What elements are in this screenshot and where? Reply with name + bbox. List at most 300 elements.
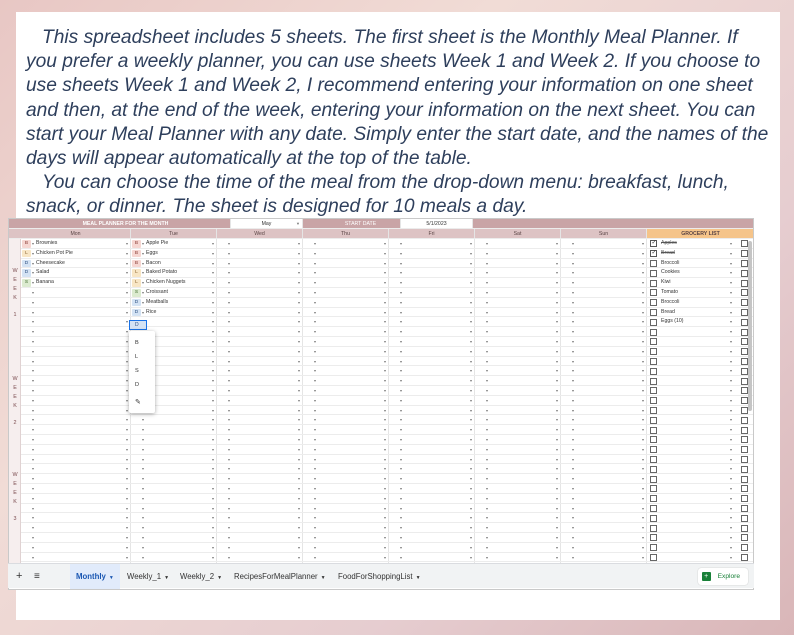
meal-type-tag[interactable]: S: [132, 289, 141, 297]
chevron-down-icon[interactable]: ▾: [469, 505, 472, 511]
meal-cell[interactable]: [561, 278, 647, 287]
chevron-down-icon[interactable]: ▾: [485, 525, 488, 531]
meal-cell[interactable]: [131, 415, 217, 424]
chevron-down-icon[interactable]: ▾: [469, 339, 472, 344]
meal-cell[interactable]: [303, 239, 389, 248]
chevron-down-icon[interactable]: ▾: [641, 329, 644, 335]
checkbox[interactable]: [741, 378, 748, 385]
chevron-down-icon[interactable]: ▾: [729, 397, 732, 403]
chevron-down-icon[interactable]: ▾: [399, 348, 402, 354]
chevron-down-icon[interactable]: ▾: [571, 388, 574, 393]
meal-cell[interactable]: [561, 464, 647, 473]
meal-type-tag[interactable]: D: [132, 309, 141, 317]
chevron-down-icon[interactable]: ▾: [469, 397, 472, 403]
meal-cell[interactable]: [389, 504, 475, 513]
grocery-cell[interactable]: [647, 337, 754, 346]
chevron-down-icon[interactable]: ▾: [297, 554, 300, 560]
chevron-down-icon[interactable]: ▾: [729, 280, 732, 286]
chevron-down-icon[interactable]: ▾: [211, 535, 214, 540]
chevron-down-icon[interactable]: ▾: [297, 397, 300, 403]
chevron-down-icon[interactable]: ▾: [399, 319, 402, 325]
chevron-down-icon[interactable]: ▾: [31, 417, 34, 423]
meal-cell[interactable]: [131, 308, 217, 317]
meal-cell[interactable]: [21, 347, 131, 356]
meal-cell[interactable]: [131, 249, 217, 258]
meal-cell[interactable]: [389, 337, 475, 346]
chevron-down-icon[interactable]: ▾: [211, 544, 214, 550]
meal-cell[interactable]: [561, 327, 647, 336]
chevron-down-icon[interactable]: ▾: [211, 329, 214, 335]
chevron-down-icon[interactable]: ▾: [125, 397, 128, 403]
chevron-down-icon[interactable]: ▾: [141, 437, 144, 442]
meal-type-tag[interactable]: L: [132, 269, 141, 277]
meal-cell[interactable]: [217, 435, 303, 444]
chevron-down-icon[interactable]: ▾: [313, 476, 316, 482]
meal-cell[interactable]: [217, 347, 303, 356]
meal-cell[interactable]: [303, 415, 389, 424]
meal-cell[interactable]: [303, 347, 389, 356]
chevron-down-icon[interactable]: ▾: [297, 329, 300, 335]
meal-cell[interactable]: [475, 317, 561, 326]
chevron-down-icon[interactable]: ▾: [313, 378, 316, 384]
chevron-down-icon[interactable]: ▾: [211, 505, 214, 511]
chevron-down-icon[interactable]: ▾: [313, 290, 316, 295]
hamburger-icon[interactable]: ≡: [34, 571, 40, 582]
meal-cell[interactable]: [21, 366, 131, 375]
meal-cell[interactable]: [131, 523, 217, 532]
meal-cell[interactable]: [21, 259, 131, 268]
chevron-down-icon[interactable]: ▾: [227, 250, 230, 256]
chevron-down-icon[interactable]: ▾: [227, 466, 230, 472]
chevron-down-icon[interactable]: ▾: [383, 495, 386, 501]
chevron-down-icon[interactable]: ▾: [729, 309, 732, 315]
chevron-down-icon[interactable]: ▾: [227, 417, 230, 423]
chevron-down-icon[interactable]: ▾: [297, 466, 300, 472]
chevron-down-icon[interactable]: ▾: [399, 397, 402, 403]
chevron-down-icon[interactable]: ▾: [313, 554, 316, 560]
meal-cell[interactable]: [475, 533, 561, 542]
meal-cell[interactable]: [303, 425, 389, 434]
chevron-down-icon[interactable]: ▾: [297, 495, 300, 501]
chevron-down-icon[interactable]: ▾: [571, 270, 574, 276]
vertical-scrollbar[interactable]: [748, 241, 752, 411]
chevron-down-icon[interactable]: ▾: [641, 525, 644, 531]
chevron-down-icon[interactable]: ▾: [125, 446, 128, 452]
chevron-down-icon[interactable]: ▾: [383, 329, 386, 335]
chevron-down-icon[interactable]: ▾: [125, 535, 128, 540]
meal-cell[interactable]: [389, 445, 475, 454]
chevron-down-icon[interactable]: ▾: [571, 280, 574, 286]
chevron-down-icon[interactable]: ▾: [729, 407, 732, 413]
meal-cell[interactable]: [217, 445, 303, 454]
chevron-down-icon[interactable]: ▾: [125, 466, 128, 472]
chevron-down-icon[interactable]: ▾: [383, 241, 386, 246]
chevron-down-icon[interactable]: ▾: [141, 466, 144, 472]
chevron-down-icon[interactable]: ▾: [399, 486, 402, 491]
chevron-down-icon[interactable]: ▾: [211, 290, 214, 295]
chevron-down-icon[interactable]: ▾: [729, 358, 732, 364]
chevron-down-icon[interactable]: ▾: [383, 466, 386, 472]
meal-cell[interactable]: [389, 494, 475, 503]
meal-cell[interactable]: [561, 494, 647, 503]
chevron-down-icon[interactable]: ▾: [227, 280, 230, 286]
chevron-down-icon[interactable]: ▾: [641, 348, 644, 354]
meal-cell[interactable]: [131, 533, 217, 542]
chevron-down-icon[interactable]: ▾: [485, 270, 488, 276]
meal-cell[interactable]: [131, 504, 217, 513]
meal-cell[interactable]: [561, 523, 647, 532]
meal-cell[interactable]: [21, 386, 131, 395]
meal-cell[interactable]: [389, 484, 475, 493]
checkbox[interactable]: [741, 525, 748, 532]
chevron-down-icon[interactable]: ▾: [31, 270, 34, 276]
chevron-down-icon[interactable]: ▾: [571, 250, 574, 256]
chevron-down-icon[interactable]: ▾: [469, 456, 472, 462]
meal-cell[interactable]: [21, 357, 131, 366]
chevron-down-icon[interactable]: ▾: [485, 476, 488, 482]
meal-cell[interactable]: [475, 435, 561, 444]
chevron-down-icon[interactable]: ▾: [641, 446, 644, 452]
grocery-cell[interactable]: [647, 435, 754, 444]
meal-cell[interactable]: [21, 474, 131, 483]
meal-cell[interactable]: [303, 435, 389, 444]
meal-cell[interactable]: [217, 533, 303, 542]
chevron-down-icon[interactable]: ▾: [125, 339, 128, 344]
chevron-down-icon[interactable]: ▾: [469, 250, 472, 256]
meal-cell[interactable]: [475, 455, 561, 464]
chevron-down-icon[interactable]: ▾: [399, 466, 402, 472]
chevron-down-icon[interactable]: ▾: [399, 388, 402, 393]
chevron-down-icon[interactable]: ▾: [729, 339, 732, 344]
chevron-down-icon[interactable]: ▾: [641, 250, 644, 256]
chevron-down-icon[interactable]: ▾: [125, 427, 128, 433]
chevron-down-icon[interactable]: ▾: [571, 358, 574, 364]
chevron-down-icon[interactable]: ▾: [729, 368, 732, 374]
chevron-down-icon[interactable]: ▾: [313, 446, 316, 452]
chevron-down-icon[interactable]: ▾: [729, 466, 732, 472]
checkbox[interactable]: [650, 299, 657, 306]
chevron-down-icon[interactable]: ▾: [211, 417, 214, 423]
meal-cell[interactable]: [475, 308, 561, 317]
meal-cell[interactable]: [131, 435, 217, 444]
chevron-down-icon[interactable]: ▾: [313, 339, 316, 344]
meal-cell[interactable]: [21, 543, 131, 552]
meal-cell[interactable]: [561, 455, 647, 464]
checkbox[interactable]: [741, 505, 748, 512]
chevron-down-icon[interactable]: ▾: [313, 397, 316, 403]
grocery-cell[interactable]: [647, 504, 754, 513]
meal-cell[interactable]: [21, 445, 131, 454]
chevron-down-icon[interactable]: ▾: [383, 535, 386, 540]
chevron-down-icon[interactable]: ▾: [125, 368, 128, 374]
meal-cell[interactable]: [21, 406, 131, 415]
chevron-down-icon[interactable]: ▾: [211, 437, 214, 442]
meal-cell[interactable]: [475, 553, 561, 562]
chevron-down-icon[interactable]: ▾: [313, 250, 316, 256]
meal-cell[interactable]: [131, 298, 217, 307]
meal-type-tag[interactable]: B: [132, 240, 141, 248]
chevron-down-icon[interactable]: ▾: [571, 290, 574, 295]
chevron-down-icon[interactable]: ▾: [571, 505, 574, 511]
chevron-down-icon[interactable]: ▾: [227, 456, 230, 462]
chevron-down-icon[interactable]: ▾: [399, 525, 402, 531]
chevron-down-icon[interactable]: ▾: [729, 437, 732, 442]
chevron-down-icon[interactable]: ▾: [313, 456, 316, 462]
chevron-down-icon[interactable]: ▾: [297, 515, 300, 521]
meal-cell[interactable]: [561, 376, 647, 385]
chevron-down-icon[interactable]: ▾: [571, 466, 574, 472]
chevron-down-icon[interactable]: ▾: [211, 241, 214, 246]
chevron-down-icon[interactable]: ▾: [227, 486, 230, 491]
chevron-down-icon[interactable]: ▾: [399, 358, 402, 364]
chevron-down-icon[interactable]: ▾: [555, 554, 558, 560]
meal-cell[interactable]: [475, 504, 561, 513]
chevron-down-icon[interactable]: ▾: [31, 397, 34, 403]
meal-cell[interactable]: [131, 278, 217, 287]
checkbox[interactable]: [741, 348, 748, 355]
chevron-down-icon[interactable]: ▾: [383, 270, 386, 276]
chevron-down-icon[interactable]: ▾: [571, 544, 574, 550]
meal-cell[interactable]: [131, 268, 217, 277]
chevron-down-icon[interactable]: ▾: [729, 554, 732, 560]
chevron-down-icon[interactable]: ▾: [399, 280, 402, 286]
meal-cell[interactable]: [561, 288, 647, 297]
chevron-down-icon[interactable]: ▾: [399, 544, 402, 550]
meal-cell[interactable]: [21, 278, 131, 287]
meal-cell[interactable]: [475, 239, 561, 248]
chevron-down-icon[interactable]: ▾: [485, 348, 488, 354]
meal-cell[interactable]: [561, 337, 647, 346]
checkbox[interactable]: [650, 329, 657, 336]
chevron-down-icon[interactable]: ▾: [399, 476, 402, 482]
chevron-down-icon[interactable]: ▾: [227, 319, 230, 325]
chevron-down-icon[interactable]: ▾: [31, 378, 34, 384]
checkbox[interactable]: [741, 534, 748, 541]
meal-cell[interactable]: [21, 464, 131, 473]
chevron-down-icon[interactable]: ▾: [227, 515, 230, 521]
chevron-down-icon[interactable]: ▾: [571, 486, 574, 491]
chevron-down-icon[interactable]: ▾: [729, 388, 732, 393]
chevron-down-icon[interactable]: ▾: [313, 260, 316, 266]
meal-cell[interactable]: [303, 327, 389, 336]
chevron-down-icon[interactable]: ▾: [211, 446, 214, 452]
chevron-down-icon[interactable]: ▾: [383, 456, 386, 462]
chevron-down-icon[interactable]: ▾: [469, 427, 472, 433]
checkbox[interactable]: [741, 329, 748, 336]
chevron-down-icon[interactable]: ▾: [313, 437, 316, 442]
chevron-down-icon[interactable]: ▾: [211, 299, 214, 305]
chevron-down-icon[interactable]: ▾: [469, 525, 472, 531]
chevron-down-icon[interactable]: ▾: [469, 358, 472, 364]
chevron-down-icon[interactable]: ▾: [227, 299, 230, 305]
chevron-down-icon[interactable]: ▾: [485, 290, 488, 295]
chevron-down-icon[interactable]: ▾: [571, 329, 574, 335]
chevron-down-icon[interactable]: ▾: [729, 535, 732, 540]
checkbox[interactable]: [741, 476, 748, 483]
meal-cell[interactable]: [389, 347, 475, 356]
checkbox[interactable]: [741, 270, 748, 277]
chevron-down-icon[interactable]: ▾: [729, 270, 732, 276]
chevron-down-icon[interactable]: ▾: [485, 515, 488, 521]
chevron-down-icon[interactable]: ▾: [641, 319, 644, 325]
meal-cell[interactable]: [389, 435, 475, 444]
chevron-down-icon[interactable]: ▾: [399, 290, 402, 295]
meal-cell[interactable]: [475, 415, 561, 424]
chevron-down-icon[interactable]: ▾: [641, 486, 644, 491]
chevron-down-icon[interactable]: ▾: [383, 378, 386, 384]
chevron-down-icon[interactable]: ▾: [641, 388, 644, 393]
chevron-down-icon[interactable]: ▾: [555, 309, 558, 315]
chevron-down-icon[interactable]: ▾: [555, 535, 558, 540]
meal-cell[interactable]: [303, 298, 389, 307]
chevron-down-icon[interactable]: ▾: [485, 339, 488, 344]
chevron-down-icon[interactable]: ▾: [141, 250, 144, 256]
chevron-down-icon[interactable]: ▾: [641, 535, 644, 540]
chevron-down-icon[interactable]: ▾: [141, 290, 144, 295]
meal-cell[interactable]: [21, 317, 131, 326]
grocery-cell[interactable]: [647, 523, 754, 532]
chevron-down-icon[interactable]: ▾: [141, 260, 144, 266]
chevron-down-icon[interactable]: ▾: [571, 407, 574, 413]
chevron-down-icon[interactable]: ▾: [485, 378, 488, 384]
chevron-down-icon[interactable]: ▾: [571, 368, 574, 374]
meal-cell[interactable]: [21, 308, 131, 317]
chevron-down-icon[interactable]: ▾: [125, 260, 128, 266]
chevron-down-icon[interactable]: ▾: [125, 407, 128, 413]
meal-cell[interactable]: [389, 327, 475, 336]
chevron-down-icon[interactable]: ▾: [125, 241, 128, 246]
chevron-down-icon[interactable]: ▾: [125, 495, 128, 501]
meal-cell[interactable]: [475, 425, 561, 434]
checkbox[interactable]: [650, 525, 657, 532]
chevron-down-icon[interactable]: ▾: [31, 280, 34, 286]
meal-cell[interactable]: [389, 553, 475, 562]
chevron-down-icon[interactable]: ▾: [211, 250, 214, 256]
chevron-down-icon[interactable]: ▾: [297, 358, 300, 364]
meal-cell[interactable]: [475, 543, 561, 552]
grocery-cell[interactable]: [647, 425, 754, 434]
meal-cell[interactable]: [303, 474, 389, 483]
tab-weekly-1[interactable]: [121, 564, 175, 589]
chevron-down-icon[interactable]: ▾: [555, 486, 558, 491]
checkbox[interactable]: [741, 466, 748, 473]
chevron-down-icon[interactable]: ▾: [469, 437, 472, 442]
chevron-down-icon[interactable]: ▾: [297, 339, 300, 344]
meal-cell[interactable]: [303, 386, 389, 395]
chevron-down-icon[interactable]: ▾: [211, 348, 214, 354]
chevron-down-icon[interactable]: ▾: [641, 397, 644, 403]
pencil-icon[interactable]: ✎: [135, 399, 141, 406]
checkbox[interactable]: [741, 436, 748, 443]
chevron-down-icon[interactable]: ▾: [571, 456, 574, 462]
chevron-down-icon[interactable]: ▾: [469, 270, 472, 276]
dropdown-option-l[interactable]: L: [135, 354, 139, 360]
chevron-down-icon[interactable]: ▾: [729, 417, 732, 423]
checkbox[interactable]: [741, 289, 748, 296]
meal-cell[interactable]: [475, 357, 561, 366]
chevron-down-icon[interactable]: ▾: [571, 417, 574, 423]
chevron-down-icon[interactable]: ▾: [297, 525, 300, 531]
chevron-down-icon[interactable]: ▾: [297, 544, 300, 550]
checkbox[interactable]: [650, 319, 657, 326]
chevron-down-icon[interactable]: ▾: [297, 437, 300, 442]
chevron-down-icon[interactable]: ▾: [227, 505, 230, 511]
chevron-down-icon[interactable]: ▾: [485, 417, 488, 423]
checkbox[interactable]: [650, 436, 657, 443]
meal-cell[interactable]: [475, 396, 561, 405]
chevron-down-icon[interactable]: ▾: [399, 260, 402, 266]
chevron-down-icon[interactable]: ▾: [469, 299, 472, 305]
chevron-down-icon[interactable]: ▾: [227, 270, 230, 276]
chevron-down-icon[interactable]: ▾: [31, 486, 34, 491]
chevron-down-icon[interactable]: ▾: [125, 319, 128, 325]
chevron-down-icon[interactable]: ▾: [641, 427, 644, 433]
meal-cell[interactable]: [303, 317, 389, 326]
grocery-cell[interactable]: [647, 553, 754, 562]
checkbox[interactable]: [741, 358, 748, 365]
meal-type-tag[interactable]: L: [22, 250, 31, 258]
chevron-down-icon[interactable]: ▾: [227, 554, 230, 560]
meal-cell[interactable]: [131, 455, 217, 464]
meal-cell[interactable]: [303, 337, 389, 346]
chevron-down-icon[interactable]: ▾: [485, 260, 488, 266]
chevron-down-icon[interactable]: ▾: [469, 260, 472, 266]
meal-cell[interactable]: [561, 396, 647, 405]
checkbox[interactable]: [650, 446, 657, 453]
chevron-down-icon[interactable]: ▾: [383, 397, 386, 403]
grocery-cell[interactable]: [647, 543, 754, 552]
meal-cell[interactable]: [131, 513, 217, 522]
tab-weekly-2[interactable]: [174, 564, 228, 589]
chevron-down-icon[interactable]: ▾: [313, 280, 316, 286]
meal-cell[interactable]: [475, 298, 561, 307]
chevron-down-icon[interactable]: ▾: [641, 260, 644, 266]
checkbox[interactable]: [650, 250, 657, 257]
meal-cell[interactable]: [217, 288, 303, 297]
grocery-cell[interactable]: [647, 347, 754, 356]
checkbox[interactable]: [741, 319, 748, 326]
chevron-down-icon[interactable]: ▾: [383, 486, 386, 491]
chevron-down-icon[interactable]: ▾: [31, 525, 34, 531]
meal-cell[interactable]: [389, 464, 475, 473]
chevron-down-icon[interactable]: ▾: [227, 427, 230, 433]
meal-cell[interactable]: [389, 406, 475, 415]
chevron-down-icon[interactable]: ▾: [571, 476, 574, 482]
checkbox[interactable]: [741, 299, 748, 306]
chevron-down-icon[interactable]: ▾: [125, 280, 128, 286]
chevron-down-icon[interactable]: ▾: [555, 299, 558, 305]
checkbox[interactable]: [741, 554, 748, 561]
meal-type-tag[interactable]: L: [132, 279, 141, 287]
meal-cell[interactable]: [303, 445, 389, 454]
grocery-cell[interactable]: [647, 268, 754, 277]
meal-type-dropdown-active[interactable]: [129, 320, 147, 330]
chevron-down-icon[interactable]: ▾: [211, 456, 214, 462]
meal-cell[interactable]: [303, 464, 389, 473]
meal-cell[interactable]: [561, 308, 647, 317]
chevron-down-icon[interactable]: ▾: [227, 525, 230, 531]
checkbox[interactable]: [650, 485, 657, 492]
chevron-down-icon[interactable]: ▾: [555, 358, 558, 364]
chevron-down-icon[interactable]: ▾: [313, 358, 316, 364]
meal-cell[interactable]: [475, 474, 561, 483]
meal-cell[interactable]: [475, 268, 561, 277]
chevron-down-icon[interactable]: ▾: [469, 348, 472, 354]
chevron-down-icon[interactable]: ▾: [211, 319, 214, 325]
meal-cell[interactable]: [475, 288, 561, 297]
chevron-down-icon[interactable]: ▾: [571, 309, 574, 315]
chevron-down-icon[interactable]: ▾: [729, 319, 732, 325]
